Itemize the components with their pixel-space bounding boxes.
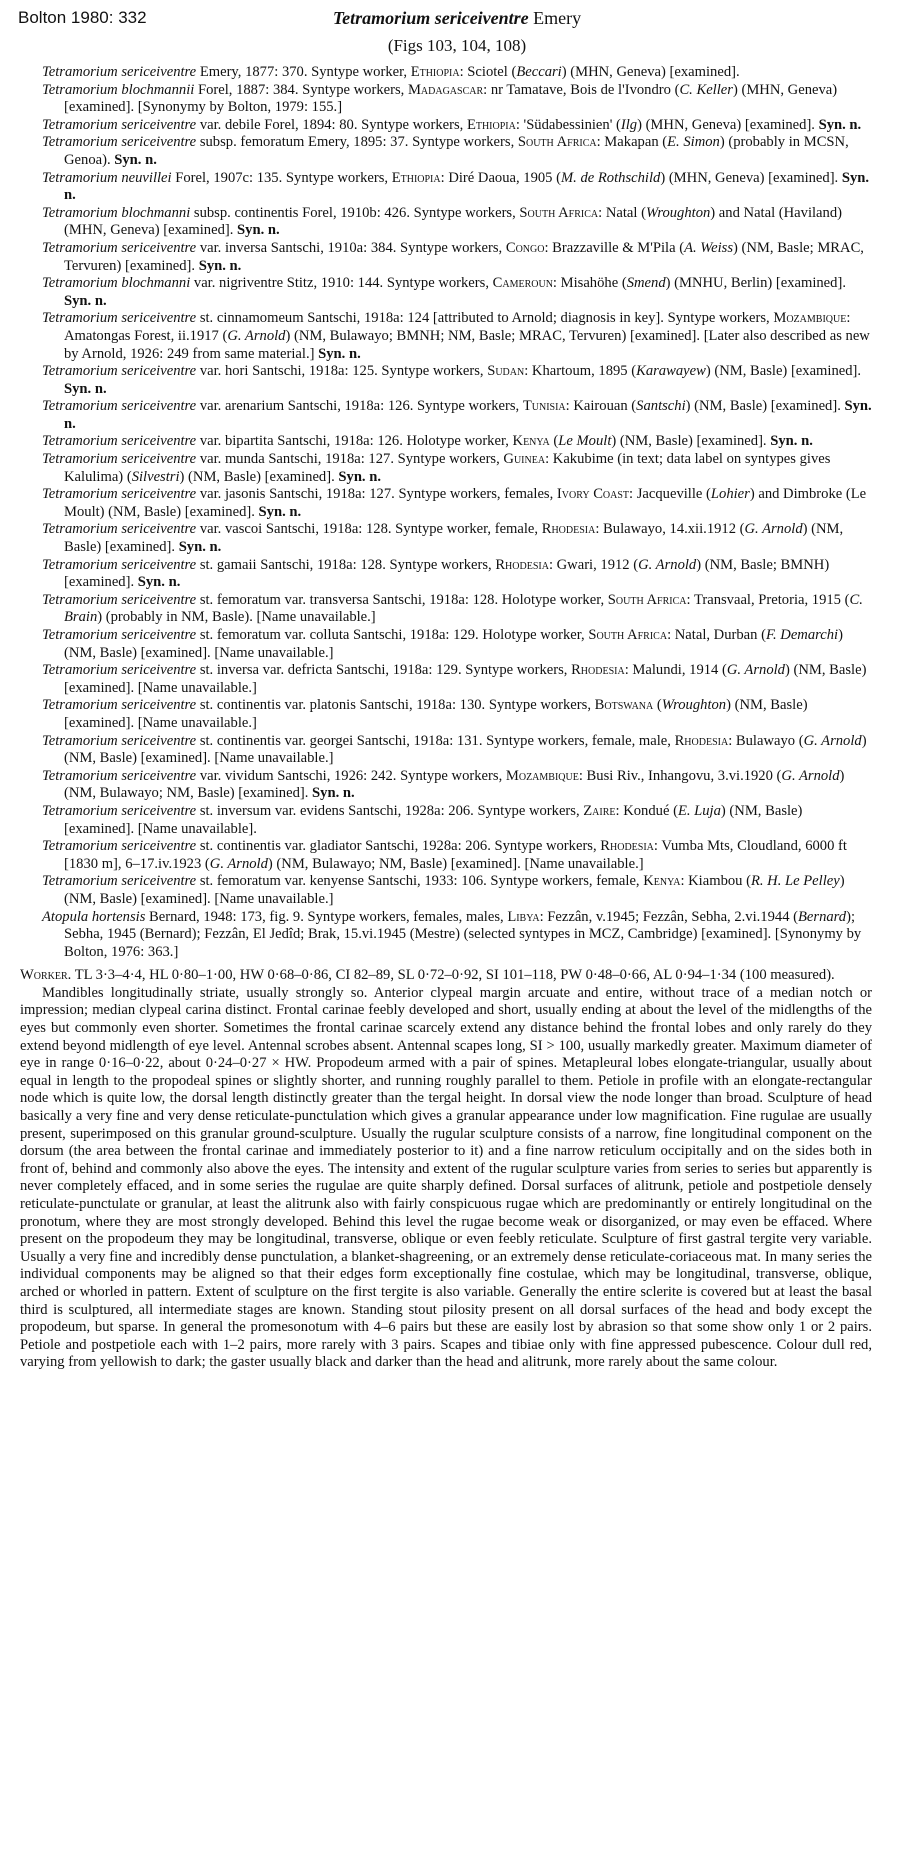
repository-text: ) (NM, Basle) [examined]. <box>685 398 841 415</box>
worker-label: Worker. <box>20 967 72 984</box>
entry-text: st. gamaii Santschi, 1918a: 128. Syntype workers, <box>196 556 496 573</box>
repository-text: ) (NM, Basle) [examined]. [Name unavailable.] <box>64 627 843 661</box>
repository-text: ) (NM, Basle) [examined]. [Name unavailable.] <box>64 732 867 767</box>
taxon-name: Tetramorium blochmannii <box>42 81 195 98</box>
taxon-name: Tetramorium sericeiventre <box>42 697 197 714</box>
collector-name: Lohier <box>710 486 750 503</box>
locality-text: : 'Südabessinien' ( <box>515 116 621 133</box>
synonymy-entry <box>42 627 872 662</box>
entry-text: Forel, 1887: 384. Syntype workers, <box>194 81 408 98</box>
country-name: Ethiopia <box>410 64 460 80</box>
locality-text: : Vumba Mts, Cloudland, 6000 ft [1830 m], 6–17.iv.1923 ( <box>64 838 847 872</box>
measurement-values: TL 3·3–4·4, HL 0·80–1·00, HW 0·68–0·86, CI 82–89, SL 0·72–0·92, SI 101–118, PW 0·48–0·66, AL 0·94–1·34 (100 measured). <box>71 967 835 984</box>
entry-text: var. bipartita Santschi, 1918a: 126. Holotype worker, <box>196 433 513 450</box>
collector-name: G. Arnold <box>726 662 785 679</box>
locality-text: : Fezzân, v.1945; Fezzân, Sebha, 2.vi.1944 ( <box>539 908 798 925</box>
taxon-name: Tetramorium sericeiventre <box>42 134 197 151</box>
status-note: Syn. n. <box>137 574 181 591</box>
locality-text: : Sciotel ( <box>459 64 517 80</box>
taxon-name: Tetramorium sericeiventre <box>42 363 197 380</box>
synonymy-entry <box>42 398 872 433</box>
taxon-name: Tetramorium sericeiventre <box>42 627 197 643</box>
taxon-name: Tetramorium blochmanni <box>42 275 191 292</box>
synonymy-entry <box>42 662 872 697</box>
country-name: Zaire <box>583 802 616 819</box>
species-author: Emery <box>533 8 582 28</box>
locality-text: : Diré Daoua, 1905 ( <box>440 169 561 186</box>
locality-text: : Amatongas Forest, ii.1917 ( <box>64 310 851 344</box>
synonymy-entry <box>42 557 872 592</box>
synonymy-entry <box>42 240 872 275</box>
taxon-name: Tetramorium sericeiventre <box>42 486 197 503</box>
status-note: Syn. n. <box>114 151 157 168</box>
repository-text: ) (NM, Basle) [examined]. <box>179 468 335 485</box>
entry-text: var. vascoi Santschi, 1918a: 128. Syntype worker, female, <box>196 521 542 538</box>
country-name: Madagascar <box>407 81 484 98</box>
locality-text: : Kiambou ( <box>680 873 751 890</box>
status-note: Syn. n. <box>318 345 361 362</box>
country-name: Mozambique <box>773 310 847 327</box>
status-note: Syn. n. <box>818 116 862 133</box>
entry-text: st. continentis var. platonis Santschi, 1918a: 130. Syntype workers, <box>196 697 595 714</box>
repository-text: ) and Dimbroke (Le Moult) (NM, Basle) [examined]. <box>64 486 867 520</box>
country-name: Congo <box>505 239 545 256</box>
country-name: Rhodesia <box>674 732 729 749</box>
collector-name: F. Demarchi <box>765 627 839 643</box>
figure-references: (Figs 103, 104, 108) <box>387 36 527 55</box>
taxon-name: Tetramorium sericeiventre <box>42 116 197 133</box>
country-name: South Africa <box>519 204 599 221</box>
repository-text: ) (NM, Basle) [examined]. <box>705 363 862 380</box>
entry-text: Bernard, 1948: 173, fig. 9. Syntype workers, females, males, <box>145 908 508 925</box>
repository-text: ); Sebha, 1945 (Bernard); Fezzân, El Jedîd; Brak, 15.vi.1945 (Mestre) (selected syntypes in MCZ, Cambridge) [examined]. [Synonymy by Bolton, 1976: 363.] <box>64 908 862 960</box>
locality-text: : Bulawayo, 14.xii.1912 ( <box>595 521 745 538</box>
repository-text: ) (MNHU, Berlin) [examined]. <box>665 275 846 292</box>
collector-name: Santschi <box>636 398 686 415</box>
country-name: Ethiopia <box>466 116 516 133</box>
locality-text: : Transvaal, Pretoria, 1915 ( <box>686 591 850 608</box>
country-name: Cameroun <box>492 275 553 292</box>
repository-text: ) (MHN, Geneva) [examined]. <box>637 116 815 133</box>
synonymy-entry <box>42 134 872 169</box>
status-note: Syn. n. <box>64 398 872 432</box>
synonymy-entry <box>42 451 872 486</box>
taxon-name: Tetramorium sericeiventre <box>42 451 197 468</box>
synonymy-entry <box>42 873 872 908</box>
country-name: Tunisia <box>522 398 566 415</box>
synonymy-entry <box>42 521 872 556</box>
entry-text: st. continentis var. georgei Santschi, 1918a: 131. Syntype workers, female, male, <box>196 732 675 749</box>
entry-text: var. debile Forel, 1894: 80. Syntype workers, <box>196 116 467 133</box>
country-name: Ivory Coast <box>556 486 630 503</box>
worker-measurements <box>20 967 872 985</box>
repository-text: ) and Natal (Haviland) (MHN, Geneva) [examined]. <box>64 204 842 239</box>
synonymy-entry <box>42 205 872 240</box>
entry-text: st. continentis var. gladiator Santschi, 1928a: 206. Syntype workers, <box>196 838 601 855</box>
collector-name: C. Brain <box>64 591 863 626</box>
entry-text: Emery, 1877: 370. Syntype worker, <box>196 64 411 80</box>
locality-text: : Jacqueville ( <box>629 486 711 503</box>
synonymy-entry <box>42 838 872 873</box>
country-name: Mozambique <box>505 767 579 784</box>
taxon-name: Tetramorium sericeiventre <box>42 873 197 890</box>
synonymy-entry <box>42 803 872 838</box>
collector-name: Le Moult <box>558 433 612 450</box>
synonymy-entry <box>42 363 872 398</box>
taxon-name: Atopula hortensis <box>42 908 146 925</box>
collector-name: G. Arnold <box>803 732 862 749</box>
collector-name: M. de Rothschild <box>561 169 661 186</box>
repository-text: ) (probably in MCSN, Genoa). <box>64 134 849 168</box>
country-name: Libya <box>507 908 540 925</box>
status-note: Syn. n. <box>237 222 280 239</box>
synonymy-entry <box>42 433 872 451</box>
entry-text: var. hori Santschi, 1918a: 125. Syntype workers, <box>196 363 488 380</box>
entry-text: st. cinnamomeum Santschi, 1918a: 124 [attributed to Arnold; diagnosis in key]. Syntype workers, <box>196 310 774 327</box>
repository-text: ) (NM, Bulawayo; NM, Basle) [examined]. [Name unavailable.] <box>267 855 644 872</box>
locality-text: : Gwari, 1912 ( <box>548 556 639 573</box>
country-name: South Africa <box>607 591 687 608</box>
status-note: Syn. n. <box>64 169 870 204</box>
collector-name: R. H. Le Pelley <box>750 873 840 890</box>
locality-text: : Kakubime (in text; data label on syntypes gives Kalulima) ( <box>64 451 831 485</box>
status-note: Syn. n. <box>338 468 381 485</box>
collector-name: Wroughton <box>661 697 727 714</box>
status-note: Syn. n. <box>178 539 222 556</box>
taxon-name: Tetramorium blochmanni <box>42 204 191 221</box>
repository-text: ) (NM, Basle) [examined]. <box>611 433 767 450</box>
source-citation: Bolton 1980: 332 <box>18 8 147 27</box>
collector-name: A. Weiss <box>684 239 734 256</box>
country-name: Rhodesia <box>571 662 625 679</box>
locality-text: : Bulawayo ( <box>728 732 804 749</box>
taxon-name: Tetramorium sericeiventre <box>42 662 197 679</box>
locality-text: : Misahöhe ( <box>552 275 627 292</box>
locality-text: : Makapan ( <box>596 134 668 151</box>
repository-text: ) (MHN, Geneva) [examined]. <box>660 169 839 186</box>
entry-text: var. nigriventre Stitz, 1910: 144. Syntype workers, <box>190 275 493 292</box>
entry-text: st. inversa var. defricta Santschi, 1918a: 129. Syntype workers, <box>196 662 572 679</box>
country-name: Kenya <box>512 433 550 450</box>
locality-text: : Malundi, 1914 ( <box>624 662 727 679</box>
locality-text: : Kairouan ( <box>565 398 637 415</box>
status-note: Syn. n. <box>770 433 813 450</box>
repository-text: ) (NM, Basle) [examined]. <box>64 521 844 556</box>
locality-text: ( <box>549 433 559 450</box>
taxon-name: Tetramorium sericeiventre <box>42 767 197 784</box>
synonymy-entry <box>42 170 872 205</box>
synonymy-entry <box>42 909 872 962</box>
locality-text: : Natal ( <box>598 204 646 221</box>
entry-text: st. femoratum var. colluta Santschi, 1918a: 129. Holotype worker, <box>196 627 589 643</box>
taxon-name: Tetramorium sericeiventre <box>42 64 197 80</box>
country-name: Rhodesia <box>541 521 596 538</box>
worker-description: Mandibles longitudinally striate, usually strongly so. Anterior clypeal margin arcuate and entire, without trace of a median notch or impression; median clypeal carina distinct. Frontal carinae feebly developed and short, usually ending at about the level of the midlengths of the eyes but commonly even shorter. Sometimes the frontal carinae scarcely extend any distance behind the frontal lobes and only rarely do they extend beyond midlength of eye level. Antennal scrobes absent. Antennal scapes long, SI > 100, usually markedly greater. Maximum diameter of eye in range 0·16–0·22, about 0·24–0·27 × HW. Propodeum armed with a pair of spines. Metapleural lobes elongate-triangular, usually about equal in length to the propodeal spines or slightly shorter, and running roughly parallel to them. Petiole in profile with an elongate-rectangular node which is quite low, the dorsal length distinctly greater than the tergal height. In dorsal view the node longer than broad. Sculpture of head basically a very fine and very dense reticulate-punctulation which gives a granular appearance under low magnification. Fine rugulae are usually present, superimposed on this granular ground-sculpture. Usually the rugular sculpture consists of a narrow, fine longitudinal component on the dorsum (the area between the frontal carinae and immediately posterior to it) and a fine narrow reticulum occipitally and on the sides both in front of, behind and commonly also above the eyes. The intensity and extent of the rugular sculpture varies from series to series but apparently is never completely effaced, and in some series the rugulae are quite sharply defined. Dorsal surfaces of alitrunk, petiole and postpetiole densely reticulate-punctulate or granular, at least the alitrunk also with fairly conspicuous rugae which are predominantly or entirely longitudinal on the pronotum, where they are most strongly developed. Behind this level the rugae become weak or disorganized, or may even be effaced. Where present on the propodeum they may be longitudinal, transverse, oblique or even feebly reticulate. Sculpture of first gastral tergite very variable. Usually a very fine and incredibly dense punctulation, a blanket-shagreening, or an extremely dense reticulate-coriaceous mat. In many series the individual components may be aligned so that their edges form exceptionally fine costulae, which may be longitudinal, transverse, oblique, arched or whorled in pattern. Extent of sculpture on the first tergite is also variable. Generally the entire sclerite is covered but at least the basal third is sculptured, all intermediate stages are known. Standing stout pilosity present on all dorsal surfaces of the head and body except the propodeum, but sparse. In general the promesonotum with 4–6 pairs but these are easily lost by abrasion so that some show only 1 or 2 pairs. Petiole and postpetiole each with 1–2 pairs, more rarely with 3 pairs. Scapes and tibiae only with fine appressed pubescence. Colour dull red, varying from yellowish to dark; the gaster usually black and darker than the head and alitrunk, more rarely about the same colour. <box>20 984 872 1371</box>
taxon-name: Tetramorium sericeiventre <box>42 239 197 256</box>
repository-text: ) (NM, Basle) [examined]. [Name unavailable.] <box>64 697 808 731</box>
collector-name: Wroughton <box>645 204 711 221</box>
synonymy-entry <box>42 592 872 627</box>
collector-name: C. Keller <box>679 81 733 98</box>
locality-text: : Brazzaville & M'Pila ( <box>544 239 685 256</box>
entry-text: var. jasonis Santschi, 1918a: 127. Syntype workers, females, <box>196 486 557 503</box>
taxon-name: Tetramorium sericeiventre <box>42 732 197 749</box>
running-head <box>18 8 872 36</box>
species-name: Tetramorium sericeiventre <box>332 8 529 28</box>
entry-text: st. femoratum var. transversa Santschi, 1918a: 128. Holotype worker, <box>196 591 608 608</box>
country-name: Rhodesia <box>495 556 549 573</box>
status-note: Syn. n. <box>258 503 302 520</box>
collector-name: Silvestri <box>131 468 180 485</box>
taxon-name: Tetramorium sericeiventre <box>42 802 197 819</box>
taxon-name: Tetramorium sericeiventre <box>42 556 197 573</box>
country-name: South Africa <box>517 134 597 151</box>
entry-text: st. femoratum var. kenyense Santschi, 1933: 106. Syntype workers, female, <box>196 873 644 890</box>
country-name: Rhodesia <box>600 838 654 855</box>
entry-text: subsp. femoratum Emery, 1895: 37. Syntype workers, <box>196 134 518 151</box>
repository-text: ) (NM, Basle; BMNH) [examined]. <box>64 556 830 591</box>
entry-text: subsp. continentis Forel, 1910b: 426. Syntype workers, <box>190 204 520 221</box>
locality-text: : Khartoum, 1895 ( <box>524 363 637 380</box>
collector-name: Bernard <box>798 908 847 925</box>
taxon-name: Tetramorium sericeiventre <box>42 521 197 538</box>
repository-text: ) (NM, Bulawayo; BMNH; NM, Basle; MRAC, Tervuren) [examined]. [Later also described as new by Arnold, 1926: 249 from same material.] <box>64 327 870 362</box>
synonymy-entry <box>42 64 872 82</box>
taxon-name: Tetramorium sericeiventre <box>42 838 197 855</box>
country-name: Ethiopia <box>391 169 441 186</box>
taxon-name: Tetramorium neuvillei <box>42 169 172 186</box>
species-title <box>42 8 872 29</box>
synonymy-entry <box>42 486 872 521</box>
country-name: Guinea <box>503 451 546 468</box>
synonymy-entry <box>42 733 872 768</box>
locality-text: : Kondué ( <box>615 802 678 819</box>
collector-name: G. Arnold <box>209 855 268 872</box>
synonymy-list <box>42 64 872 961</box>
taxon-name: Tetramorium sericeiventre <box>42 591 197 608</box>
synonymy-entry <box>42 82 872 117</box>
repository-text: ) (MHN, Geneva) [examined]. <box>561 64 740 80</box>
collector-name: G. Arnold <box>638 556 697 573</box>
repository-text: ) (NM, Basle) [examined]. [Name unavailable]. <box>64 802 803 837</box>
synonymy-entry <box>42 768 872 803</box>
collector-name: Smend <box>626 275 666 292</box>
country-name: South Africa <box>588 627 668 643</box>
entry-text: var. vividum Santschi, 1926: 242. Syntype workers, <box>196 767 506 784</box>
status-note: Syn. n. <box>64 380 107 397</box>
repository-text: ) (probably in NM, Basle). [Name unavailable.] <box>97 609 376 626</box>
country-name: Botswana <box>594 697 654 714</box>
locality-text: ( <box>653 697 662 714</box>
synonymy-entry <box>42 117 872 135</box>
collector-name: G. Arnold <box>744 521 803 538</box>
locality-text: : nr Tamatave, Bois de l'Ivondro ( <box>483 81 680 98</box>
collector-name: Beccari <box>516 64 562 80</box>
synonymy-entry <box>42 275 872 310</box>
collector-name: Ilg <box>620 116 638 133</box>
repository-text: ) (NM, Basle) [examined]. [Name unavailable.] <box>64 662 867 696</box>
locality-text: : Busi Riv., Inhangovu, 3.vi.1920 ( <box>578 767 782 784</box>
collector-name: E. Luja <box>677 802 721 819</box>
entry-text: var. inversa Santschi, 1910a: 384. Syntype workers, <box>196 239 506 256</box>
taxon-name: Tetramorium sericeiventre <box>42 433 197 450</box>
collector-name: G. Arnold <box>227 327 286 344</box>
repository-text: ) (NM, Bulawayo; NM, Basle) [examined]. <box>64 767 845 802</box>
status-note: Syn. n. <box>312 785 355 802</box>
synonymy-entry <box>42 310 872 363</box>
taxon-name: Tetramorium sericeiventre <box>42 398 197 415</box>
entry-text: var. munda Santschi, 1918a: 127. Syntype workers, <box>196 451 504 468</box>
locality-text: : Natal, Durban ( <box>667 627 766 643</box>
status-note: Syn. n. <box>198 257 242 274</box>
synonymy-entry <box>42 697 872 732</box>
repository-text: ) (MHN, Geneva) [examined]. [Synonymy by Bolton, 1979: 155.] <box>64 81 838 116</box>
status-note: Syn. n. <box>64 292 107 309</box>
collector-name: Karawayew <box>636 363 706 380</box>
collector-name: E. Simon <box>667 134 720 151</box>
repository-text: ) (NM, Basle) [examined]. [Name unavailable.] <box>64 873 845 907</box>
entry-text: Forel, 1907c: 135. Syntype workers, <box>171 169 392 186</box>
entry-text: st. inversum var. evidens Santschi, 1928a: 206. Syntype workers, <box>196 802 584 819</box>
country-name: Kenya <box>643 873 681 890</box>
entry-text: var. arenarium Santschi, 1918a: 126. Syntype workers, <box>196 398 523 415</box>
repository-text: ) (NM, Basle; MRAC, Tervuren) [examined]. <box>64 239 864 274</box>
country-name: Sudan <box>487 363 525 380</box>
taxon-name: Tetramorium sericeiventre <box>42 310 197 327</box>
collector-name: G. Arnold <box>781 767 840 784</box>
